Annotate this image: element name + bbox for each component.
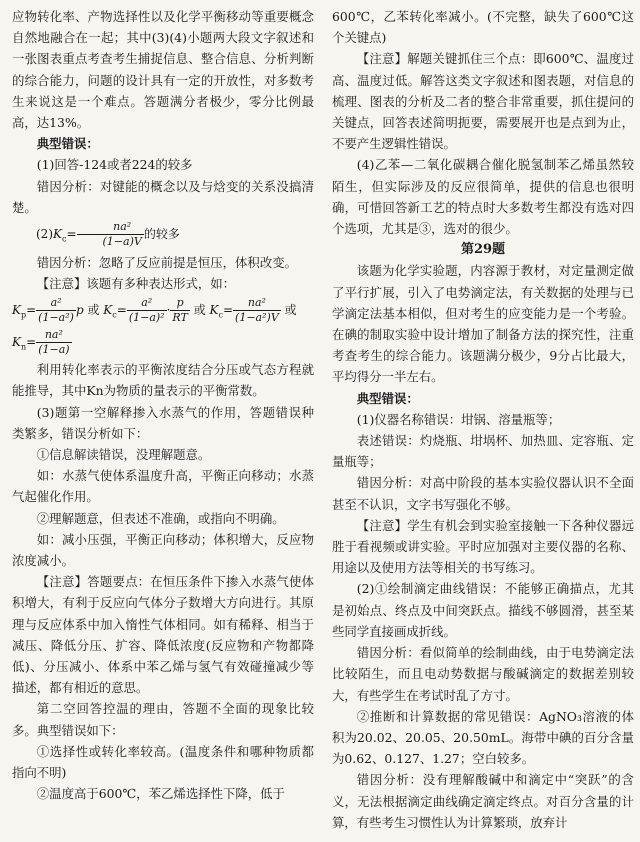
- fraction: [36, 328, 71, 357]
- formula-symbol: K: [53, 227, 62, 242]
- paragraph: ①信息解读错误，没理解题意。: [36, 447, 211, 463]
- fraction-numerator: a²: [36, 296, 76, 311]
- paragraph: 利用转化率表示的平衡浓度结合分压或气态方程就能推导，其中Kn为物质的量表示的平衡常数。: [12, 362, 314, 399]
- paragraph: ②推断和计算数据的常见错误：AgNO₃溶液的体积为20.02、20.05、20.50mL。海带中碘的百分含量为0.62、0.127、1.27；空白较多。: [332, 708, 634, 767]
- paragraph: 如：水蒸气使体系温度升高，平衡正向移动；水蒸气起催化作用。: [12, 468, 314, 505]
- fraction: [127, 296, 167, 325]
- fraction-numerator: na²: [233, 296, 281, 311]
- paragraph: 错因分析：对键能的概念以及与焓变的关系没搞清楚。: [12, 178, 314, 215]
- formula-or: 或: [87, 303, 100, 318]
- fraction-denominator: (1−a): [38, 342, 70, 356]
- fraction-denominator: (1−a²): [38, 311, 74, 325]
- formula-suffix: 的较多: [143, 227, 180, 242]
- fraction: [170, 296, 189, 325]
- fraction-denominator: (1−a²)V: [235, 311, 279, 325]
- fraction: [36, 296, 76, 325]
- section-heading: 典型错误：: [356, 390, 419, 406]
- paragraph: ②温度高于600℃，苯乙烯选择性下降，低于: [36, 786, 285, 802]
- left-column: [12, 6, 314, 804]
- formula-or: 或: [284, 303, 297, 318]
- fraction-denominator: (1−a)²: [128, 311, 165, 325]
- section-heading: 典型错误：: [36, 136, 99, 152]
- paragraph: (3)题第一空解释掺入水蒸气的作用，答题错误种类繁多，错误分析如下：: [12, 404, 314, 441]
- fraction-denominator: (1−a)V: [102, 235, 142, 249]
- fraction-numerator: p: [170, 296, 189, 311]
- paragraph: (1)回答-124或者224的较多: [36, 157, 193, 173]
- formula-line: $K_n=$ $\frac{\text{na²}}{(1-a)}$: [12, 327, 70, 356]
- note: 【注意】该题有多种表达形式，如：: [36, 275, 236, 291]
- paragraph: 该题为化学实验题，内容源于教材，对定量测定做了平行扩展，引入了电势滴定法，有关数据的处理与已学滴定法基本相似，但对考生的应变能力是一个考验。在碘的制取实验中设计增加了制备方法的探究性，注重考查考生的综合能力。该题满分极少，9分占比最大，平均得分一半左右。: [332, 263, 634, 385]
- paragraph: 第二空回答控温的理由，答题不全面的现象比较多。典型错误如下：: [12, 701, 314, 738]
- fraction: [233, 296, 281, 325]
- paragraph: 错因分析：看似简单的绘制曲线，由于电势滴定法比较陌生，而且电动势数据与酸碱滴定的数据差别较大，有些学生在考试时乱了方寸。: [332, 645, 634, 703]
- paragraph: 600℃，乙苯转化率减小。(不完整，缺失了600℃这个关键点): [332, 9, 634, 46]
- fraction-denominator: RT: [172, 311, 188, 325]
- paragraph: 错因分析：对高中阶段的基本实验仪器认识不全面甚至不认识，文字书写强化不够。: [332, 475, 634, 512]
- formula-line: $K_p=$ $\frac{\text{a²}}{\text{(1−a²)}}$ p 或 $K_c=$ $\frac{\text{a²}}{\text{(1−a)²}}$ · $\frac{p}{RT}$ 或 $K_c=$ $\frac{\text{na²}}{\text{(1−a²)V}}$ 或: [12, 296, 297, 325]
- formula-prefix: (2): [36, 227, 53, 242]
- formula-or: 或: [193, 303, 206, 318]
- fraction-numerator: na²: [36, 328, 71, 343]
- paragraph: 错因分析：没有理解酸碱中和滴定中“突跃”的含义，无法根据滴定曲线确定滴定终点。对百分含量的计算，有些考生习惯性认为计算繁琐，放弃计: [332, 772, 634, 830]
- paragraph: ②理解题意，但表述不准确，或指向不明确。: [36, 510, 285, 526]
- paragraph: (4)乙苯—二氧化碳耦合催化脱氢制苯乙烯虽然较陌生，但实际涉及的反应很简单，提供的信息也很明确，可惜回答新工艺的特点时大多数考生都没有选对四个选项，尤其是③，选对的很少。: [332, 157, 634, 237]
- note: 【注意】学生有机会到实验室接触一下各种仪器远胜于看视频或讲实验。平时应加强对主要仪器的名称、用途以及使用方法等相关的书写练习。: [332, 517, 634, 576]
- question-title: 第29题: [460, 242, 506, 258]
- fraction: [77, 220, 144, 249]
- note: 【注意】答题要点：在恒压条件下掺入水蒸气使体积增大，有利于反应向气体分子数增大方向进行。其原理与反应体系中加入惰性气体相同。如有稀释、相当于减压、降低分压、扩容、降低浓度(反应物和产物都降低)、分压减小、体系中苯乙烯与氢气有效碰撞减少等描述，都有相近的意思。: [12, 574, 314, 696]
- fraction-numerator: a²: [127, 296, 167, 311]
- paragraph: 错因分析：忽略了反应前提是恒压，体积改变。: [36, 254, 297, 270]
- fraction-numerator: na²: [77, 220, 144, 235]
- paragraph: 应物转化率、产物选择性以及化学平衡移动等重要概念自然地融合在一起；其中(3)(4)小题两大段文字叙述和一张图表重点考查考生捕捉信息、整合信息、分析判断的综合能力，问题的设计具有一定的开放性，对多数考生来说这是一个难点。答题满分者极少，零分比例最高，达13%。: [12, 9, 314, 131]
- paragraph: (2)①绘制滴定曲线错误：不能够正确描点，尤其是初始点、终点及中间突跃点。描线不够圆滑，甚至某些同学直接画成折线。: [332, 581, 634, 639]
- paragraph: ①选择性或转化率较高。(温度条件和哪种物质都指向不明): [12, 743, 314, 781]
- paragraph: (1)仪器名称错误：坩锅、溶量瓶等；: [356, 411, 561, 427]
- paragraph: 表述错误：灼烧瓶、坩埚杯、加热皿、定容瓶、定量瓶等；: [332, 433, 634, 470]
- formula-line: $(2)K_c=$ $\frac{\text{na²}}{(1-a)V}$ 的较多: [36, 220, 180, 249]
- note: 【注意】解题关键抓住三个点：即600℃、温度过高、温度过低。解答这类文字叙述和图表题，对信息的梳理、图表的分析及二者的整合非常重要，抓住提问的关键点，回答表述简明扼要，需要展开也是点到为止，不要产生逻辑性错误。: [332, 51, 634, 152]
- paragraph: 如：减小压强，平衡正向移动；体积增大，反应物浓度减小。: [12, 531, 314, 569]
- right-column: [332, 6, 634, 833]
- formula-term: p: [75, 303, 84, 318]
